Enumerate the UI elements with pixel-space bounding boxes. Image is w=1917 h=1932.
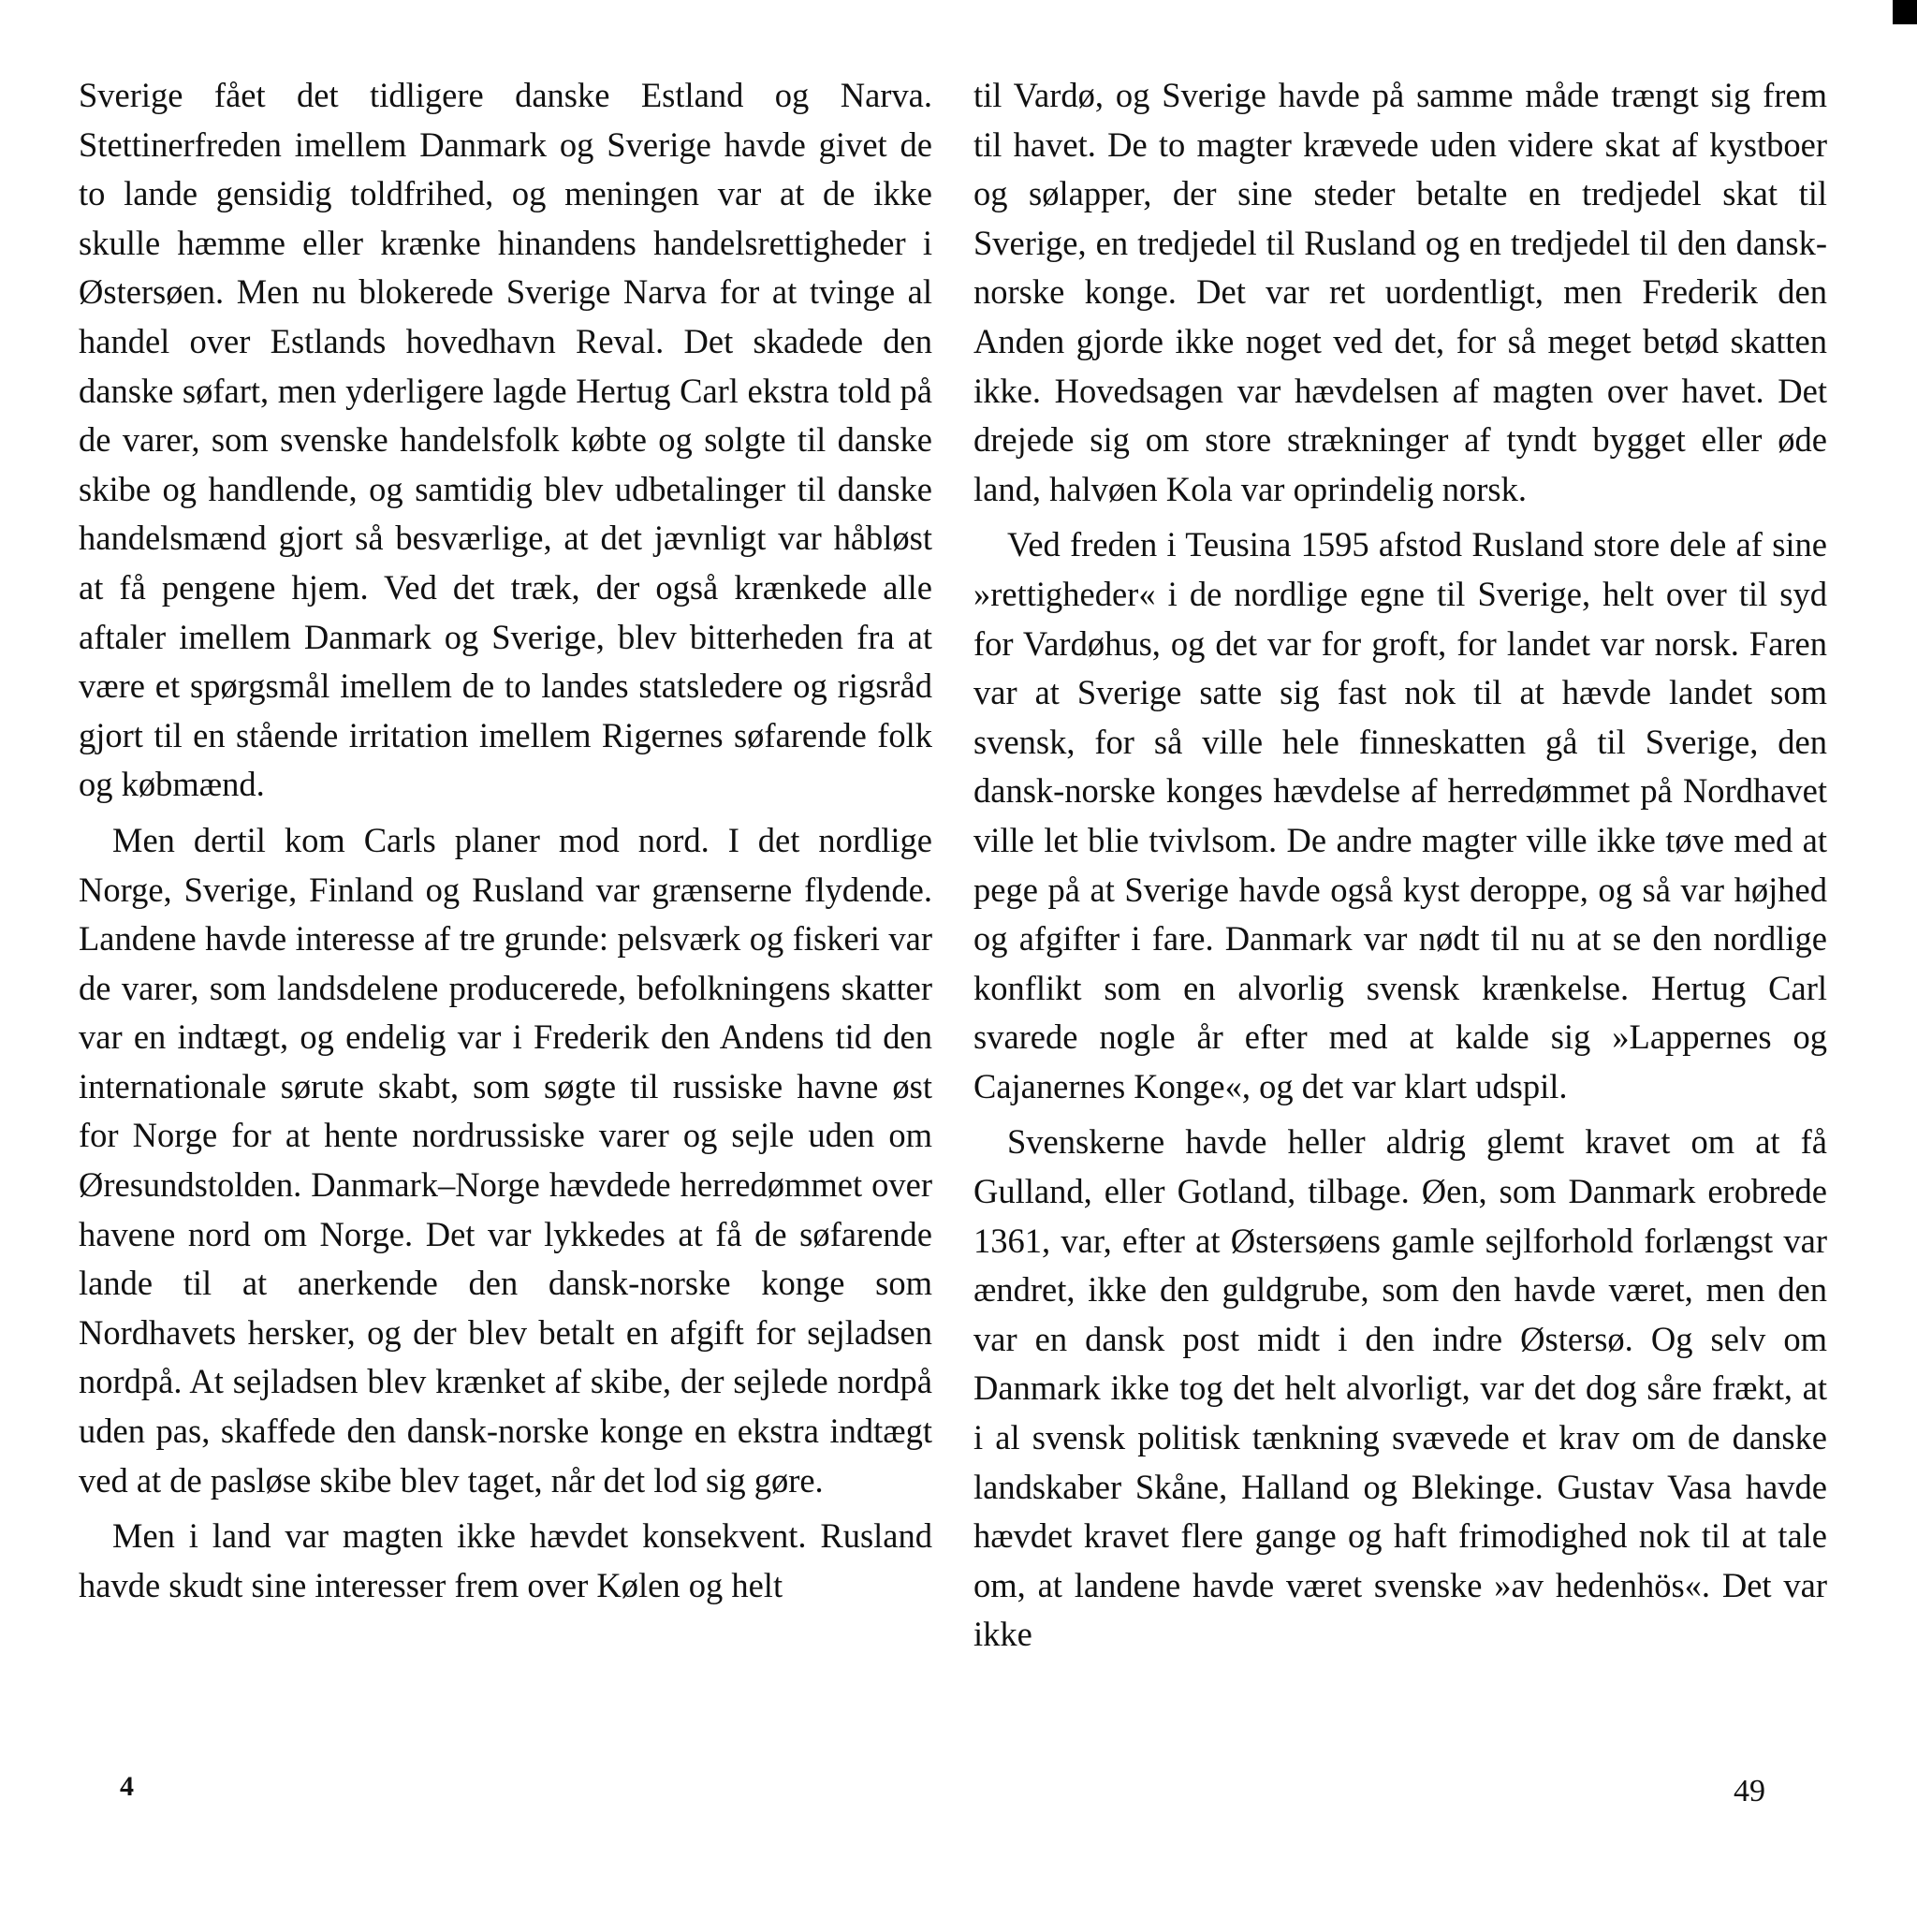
page-number: 49 (1734, 1774, 1765, 1808)
paragraph: Sverige fået det tidligere danske Estland og Narva. Stettinerfreden imellem Danmark og Sverige havde givet de to lande gensidig toldfrihed, og meningen var at de ikke skulle hæmme eller krænke hinandens handelsrettigheder i Østersøen. Men nu blokerede Sverige Narva for at tvinge al handel over Estlands hovedhavn Reval. Det skadede den danske søfart, men yderligere lagde Hertug Carl ekstra told på de varer, som svenske handelsfolk købte og solgte til danske skibe og handlende, og samtidig blev udbetalinger til danske handelsmænd gjort så besværlige, at det jævnligt var håbløst at få pengene hjem. Ved det træk, der også krænkede alle aftaler imellem Danmark og Sverige, blev bitterheden fra at være et spørgsmål imellem de to landes statsledere og rigsråd gjort til en stående irritation imellem Rigernes søfarende folk og købmænd. (79, 76, 932, 804)
paragraph: Svenskerne havde heller aldrig glemt kravet om at få Gulland, eller Gotland, tilbage. Øen, som Danmark erobrede 1361, var, efter at Østersøens gamle sejlforhold forlængst var ændret, ikke den guldgrube, som den havde været, men den var en dansk post midt i den indre Østersø. Og selv om Danmark ikke tog det helt alvorligt, var det dog såre frækt, at i al svensk politisk tænkning svævede et krav om de danske landskaber Skåne, Halland og Blekinge. Gustav Vasa havde hævdet kravet flere gange og haft frimodighed nok til at tale om, at landene havde været svenske »av hedenhös«. Det var ikke (973, 1122, 1827, 1654)
paragraph: Men dertil kom Carls planer mod nord. I det nordlige Norge, Sverige, Finland og Rusland var grænserne flydende. Landene havde interesse af tre grunde: pelsværk og fiskeri var de varer, som landsdelene producerede, befolkningens skatter var en indtægt, og endelig var i Frederik den Andens tid den internationale sørute skabt, som søgte til russiske havne øst for Norge for at hente nordrussiske varer og sejle uden om Øresundstolden. Danmark–Norge hævdede herredømmet over havene nord om Norge. Det var lykkedes at få de søfarende lande til at anerkende den dansk-norske konge som Nordhavets hersker, og der blev betalt en afgift for sejladsen nordpå. At sejladsen blev krænket af skibe, der sejlede nordpå uden pas, skaffede den dansk-norske konge en ekstra indtægt ved at de pasløse skibe blev taget, når det lod sig gøre. (79, 820, 932, 1500)
paragraph: Ved freden i Teusina 1595 afstod Rusland store dele af sine »rettigheder« i de nordlige egne til Sverige, helt over til syd for Vardøhus, og det var for groft, for landet var norsk. Faren var at Sverige satte sig fast nok til at hævde landet som svensk, for så ville hele finneskatten gå til Sverige, den dansk-norske konges hævdelse af herredømmet på Nordhavet ville let blie tvivlsom. De andre magter ville ikke tøve med at pege på at Sverige havde også kyst deroppe, og så var højhed og afgifter i fare. Danmark var nødt til nu at se den nordlige konflikt som en alvorlig svensk krænkelse. Hertug Carl svarede nogle år efter med at kalde sig »Lappernes og Cajanernes Konge«, og det var klart udspil. (973, 525, 1827, 1105)
signature-mark: 4 (120, 1771, 134, 1802)
left-text-column (79, 71, 932, 1610)
paragraph: til Vardø, og Sverige havde på samme måde trængt sig frem til havet. De to magter krævede uden videre skat af kystboer og sølapper, der sine steder betalte en tredjedel skat til Sverige, en tredjedel til Rusland og en tredjedel til den dansk-norske konge. Det var ret uordentligt, men Frederik den Anden gjorde ikke noget ved det, for så meget betød skatten ikke. Hovedsagen var hævdelsen af magten over havet. Det drejede sig om store strækninger af tyndt bygget eller øde land, halvøen Kola var oprindelig norsk. (973, 76, 1827, 508)
right-text-column (973, 71, 1827, 1660)
corner-scan-mark (1893, 0, 1917, 24)
paragraph: Men i land var magten ikke hævdet konsekvent. Rusland havde skudt sine interesser frem over Kølen og helt (79, 1516, 932, 1604)
